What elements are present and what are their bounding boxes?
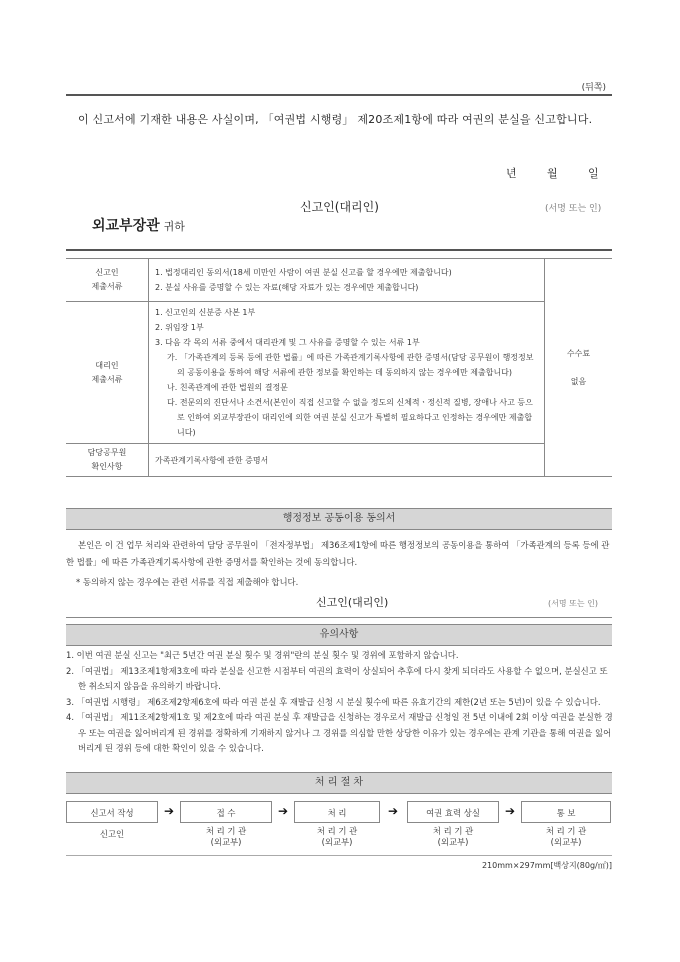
official-check-row xyxy=(66,444,612,477)
consent-note: * 동의하지 않는 경우에는 관련 서류를 직접 제출해야 합니다. xyxy=(76,577,299,587)
note-item: 2. 「여권법」 제13조제1항제3호에 따라 분실을 신고한 시점부터 여권의 효력이 상실되어 추후에 다시 찾게 되더라도 사용할 수 없으며, 분실신고 또한 취소되지 않음을 유의하기 바랍니다. xyxy=(66,665,608,691)
date-month-label: 월 xyxy=(547,167,558,180)
list-item: 1. 법정대리인 동의서(18세 미만인 사람이 여권 분실 신고를 할 경우에만 제출합니다) xyxy=(155,268,452,277)
arrow-right-icon: ➔ xyxy=(505,804,516,818)
applicant-documents-row xyxy=(66,259,612,302)
process-actor: 처 리 기 관 (외교부) xyxy=(316,826,358,847)
addressee xyxy=(92,215,185,235)
consent-divider xyxy=(66,617,612,618)
signature-hint: (서명 또는 인) xyxy=(545,204,602,214)
proxy-documents-label: 대리인 제출서류 xyxy=(66,302,149,444)
note-item: 1. 이번 여권 분실 신고는 "최근 5년간 여권 분실 횟수 및 경위"란의 분실 횟수 및 경위에 포함하지 않습니다. xyxy=(66,650,459,660)
required-documents-table xyxy=(66,258,612,477)
arrow-right-icon: ➔ xyxy=(164,804,175,818)
declaration-text: 이 신고서에 기재한 내용은 사실이며, 「여권법 시행령」 제20조제1항에 따라 여권의 분실을 신고합니다. xyxy=(78,113,593,126)
list-subitem: 가. 「가족관계의 등록 등에 관한 법률」에 따른 가족관계기록사항에 관한 증명서(담당 공무원이 행정정보의 공동이용을 통하여 해당 서류에 관한 정보를 확인하는 데 동의하지 않는 경우에만 제출합니다) xyxy=(167,353,534,377)
process-actor: 처 리 기 관 (외교부) xyxy=(545,826,587,847)
official-check-label: 담당공무원 확인사항 xyxy=(66,444,149,477)
fee-label: 수수료 xyxy=(566,348,591,358)
page-side-label: (뒤쪽) xyxy=(581,83,606,93)
list-subitem: 다. 전문의의 진단서나 소견서(본인이 직접 신고할 수 없을 정도의 신체적ㆍ정신적 질병, 장애나 사고 등으로 인하여 외교부장관이 대리인에 의한 여권 분실 신고가 특별히 필요하다고 인정하는 경우에만 제출합니다) xyxy=(167,398,533,437)
list-item: 2. 분실 사유를 증명할 수 있는 자료(해당 자료가 있는 경우에만 제출합니다) xyxy=(155,283,419,292)
proxy-documents-row xyxy=(66,302,612,444)
applicant-documents-list xyxy=(149,259,545,302)
official-check-content: 가족관계기록사항에 관한 증명서 xyxy=(149,444,545,477)
proxy-documents-list xyxy=(149,302,545,444)
section-divider xyxy=(66,249,612,251)
top-divider xyxy=(66,94,612,96)
list-item: 3. 다음 각 목의 서류 중에서 대리관계 및 그 사유를 증명할 수 있는 서류 1부 xyxy=(155,338,420,347)
signature-label: 신고인(대리인) xyxy=(300,200,379,214)
list-item: 1. 신고인의 신분증 사본 1부 xyxy=(155,308,256,317)
fee-value: 없음 xyxy=(570,376,587,386)
paper-spec: 210mm×297mm[백상지(80g/㎡)] xyxy=(481,861,612,870)
date-day-label: 일 xyxy=(588,167,599,180)
consent-text: 본인은 이 건 업무 처리와 관련하여 담당 공무원이 「전자정부법」 제36조제1항에 따른 행정정보의 공동이용을 통하여 「가족관계의 등록 등에 관한 법률」에 따른 가족관계기록사항에 관한 증명서를 확인하는 것에 동의합니다. xyxy=(66,540,610,567)
notes-title: 유의사항 xyxy=(66,624,612,646)
applicant-documents-label: 신고인 제출서류 xyxy=(66,259,149,302)
process-step: 여권 효력 상실 xyxy=(407,801,499,823)
footer-divider xyxy=(66,855,612,856)
fee-cell xyxy=(545,259,613,477)
notes-list xyxy=(66,648,614,757)
consent-signature-label: 신고인(대리인) xyxy=(316,596,389,609)
process-actor: 신고인 xyxy=(99,829,125,839)
arrow-right-icon: ➔ xyxy=(388,804,399,818)
addressee-suffix: 귀하 xyxy=(163,220,185,233)
arrow-right-icon: ➔ xyxy=(278,804,289,818)
addressee-name: 외교부장관 xyxy=(92,218,160,234)
list-item: 2. 위임장 1부 xyxy=(155,323,204,332)
list-subitem: 나. 친족관계에 관한 법원의 결정문 xyxy=(167,383,288,392)
note-item: 4. 「여권법」 제11조제2항제1호 및 제2호에 따라 여권 분실 후 재발급을 신청하는 경우로서 재발급 신청일 전 5년 이내에 2회 이상 여권을 분실한 경우 또는 여권을 잃어버리게 된 경위를 정확하게 기재하지 않거나 그 경위를 의심할 만한 상당한 이유가 있는 경우에는 관계 기관을 통해 여권을 잃어버리게 된 경위 등에 대한 확인이 있을 수 있습니다. xyxy=(66,712,613,753)
note-item: 3. 「여권법 시행령」 제6조제2항제6호에 따라 여권 분실 후 재발급 신청 시 분실 횟수에 따른 유효기간의 제한(2년 또는 5년)이 있을 수 있습니다. xyxy=(66,696,601,707)
process-step: 접 수 xyxy=(180,801,272,823)
consent-title: 행정정보 공동이용 동의서 xyxy=(66,508,612,530)
process-step: 통 보 xyxy=(521,801,611,823)
process-title: 처 리 절 차 xyxy=(66,772,612,794)
process-actor: 처 리 기 관 (외교부) xyxy=(432,826,474,847)
process-actor: 처 리 기 관 (외교부) xyxy=(205,826,247,847)
date-year-label: 년 xyxy=(506,167,517,180)
consent-signature-hint: (서명 또는 인) xyxy=(548,599,598,608)
process-step: 처 리 xyxy=(294,801,380,823)
process-step: 신고서 작성 xyxy=(66,801,158,823)
